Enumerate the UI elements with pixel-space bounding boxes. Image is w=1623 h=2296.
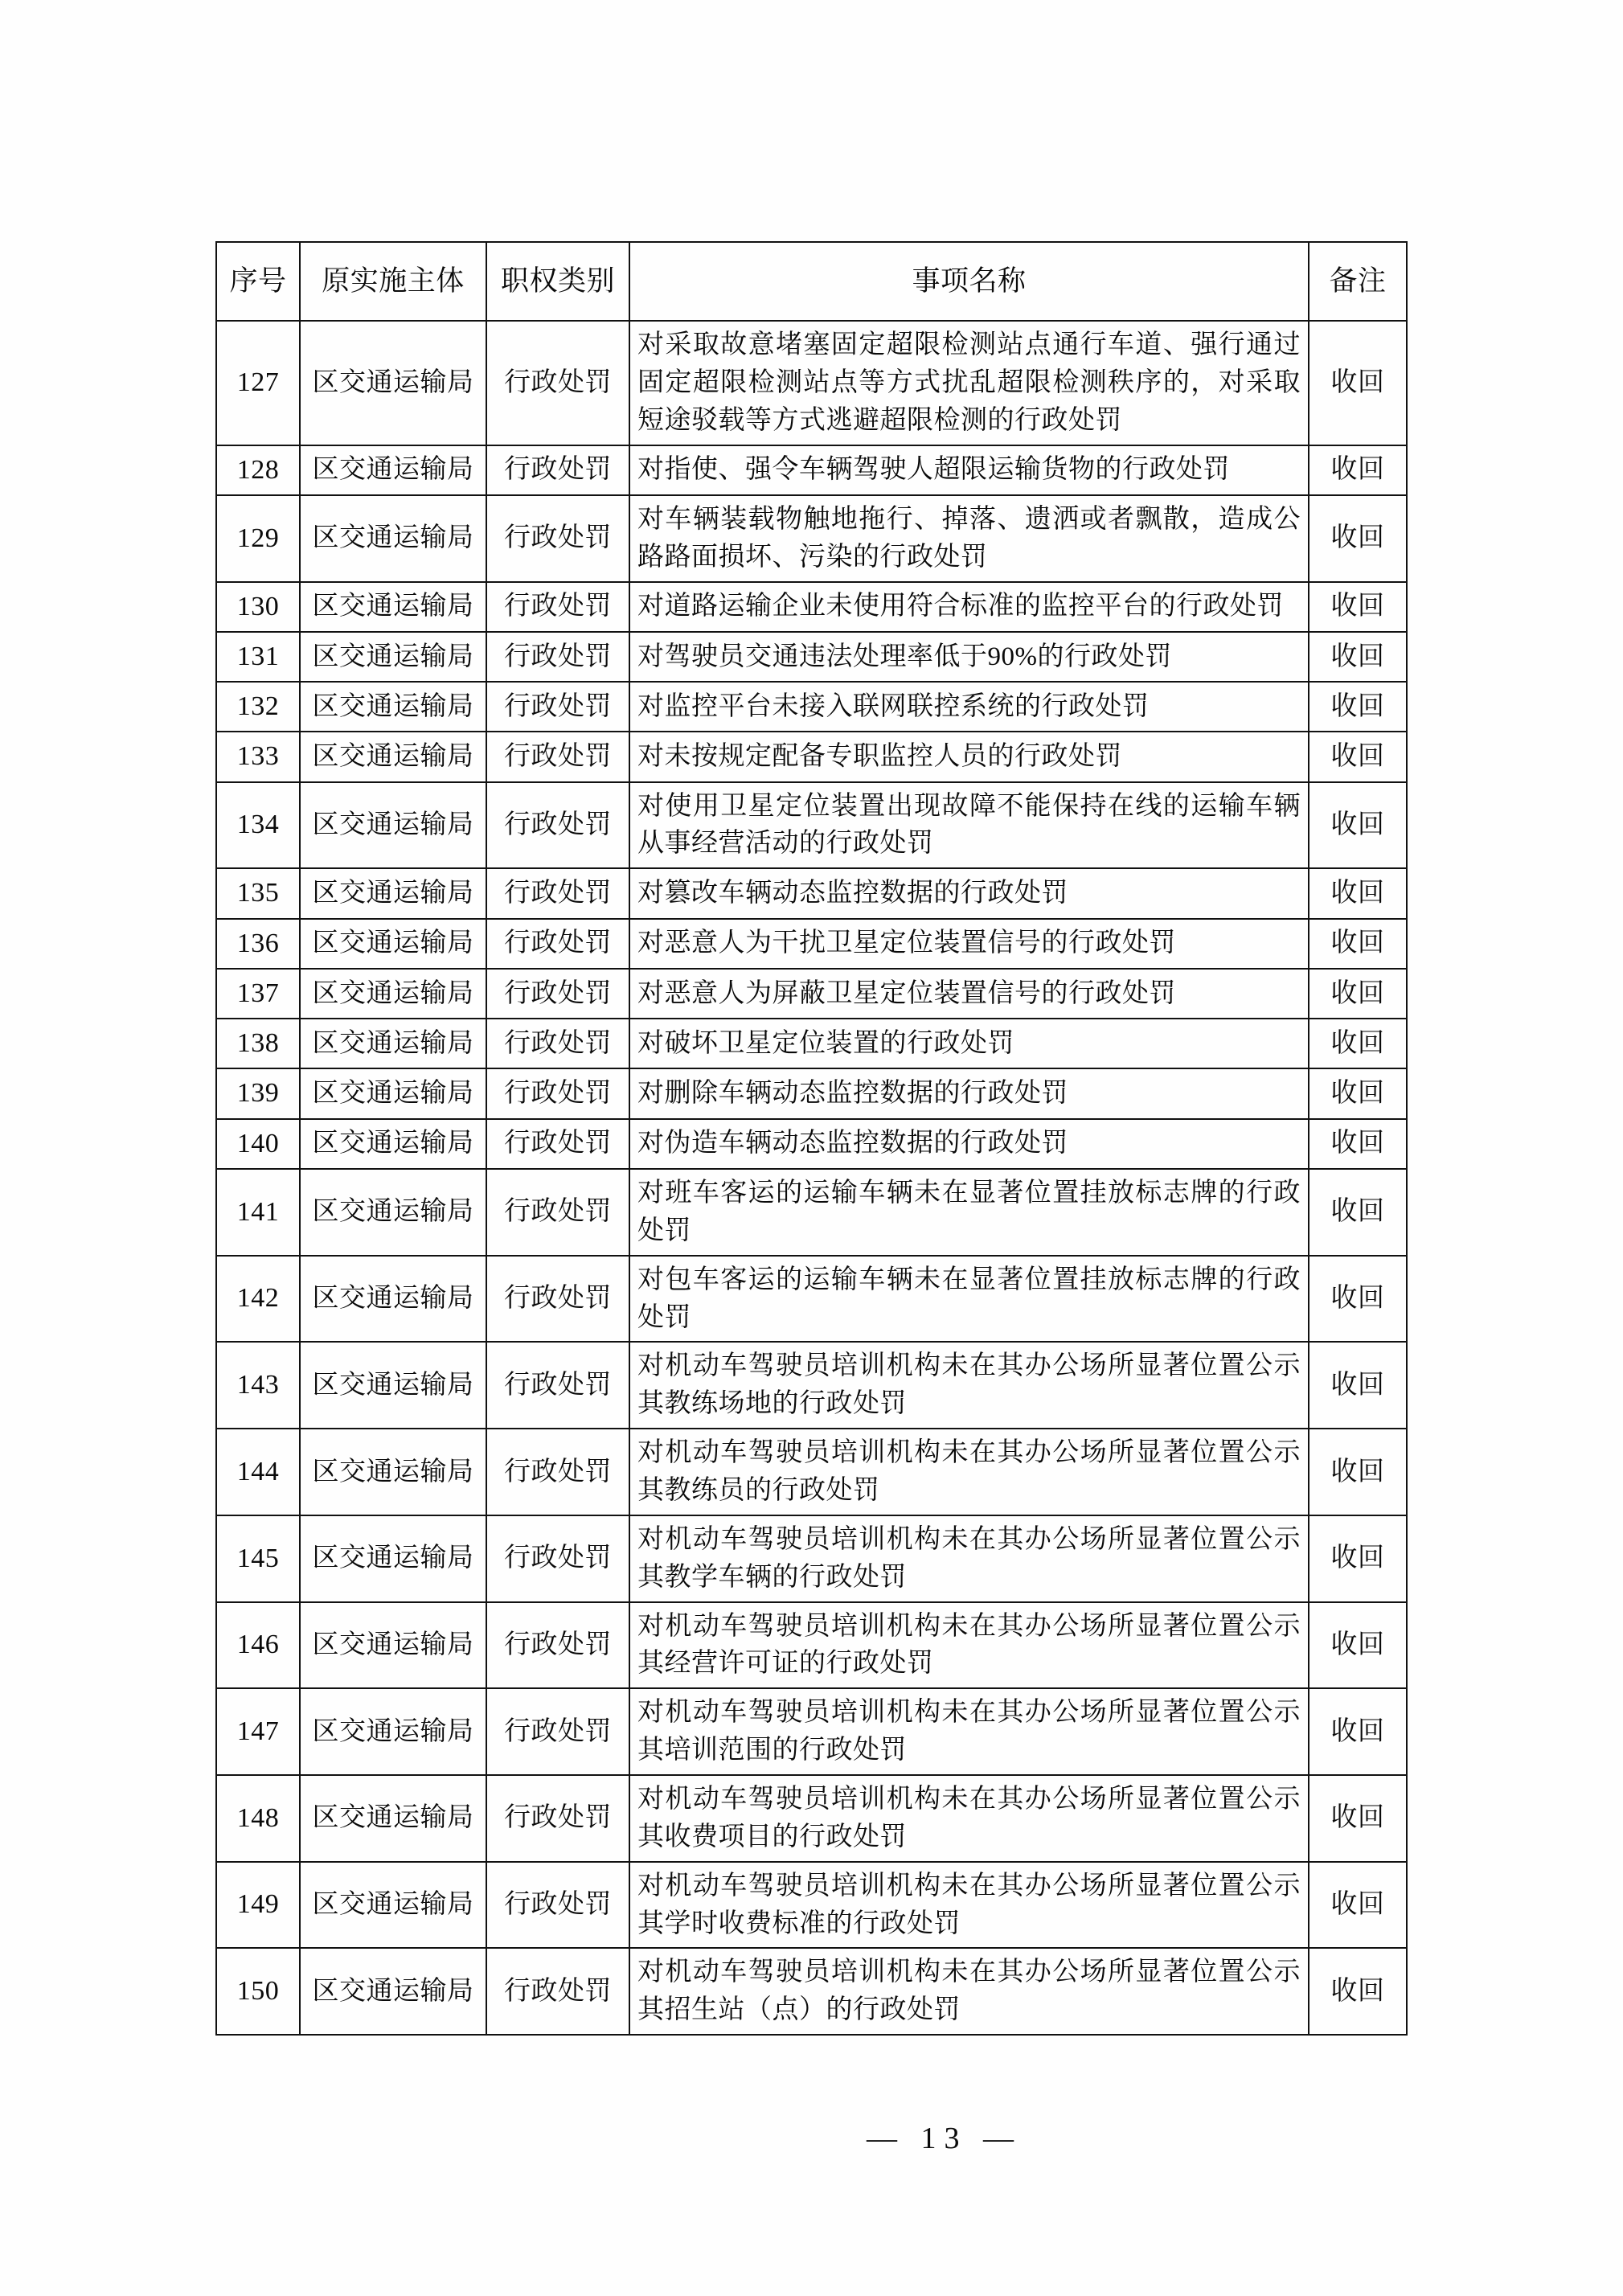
cell-item-name: 对恶意人为干扰卫星定位装置信号的行政处罚 — [629, 919, 1309, 969]
cell-original-entity: 区交通运输局 — [300, 1019, 486, 1068]
table-row — [216, 868, 1407, 918]
cell-remark: 收回 — [1309, 732, 1407, 781]
cell-authority-type: 行政处罚 — [486, 1068, 629, 1118]
cell-authority-type: 行政处罚 — [486, 969, 629, 1019]
cell-authority-type: 行政处罚 — [486, 919, 629, 969]
table-row — [216, 1948, 1407, 2035]
cell-seq: 147 — [216, 1688, 300, 1775]
cell-seq: 130 — [216, 582, 300, 632]
authority-items-table-wrapper — [215, 241, 1406, 2036]
cell-remark: 收回 — [1309, 868, 1407, 918]
cell-authority-type: 行政处罚 — [486, 1169, 629, 1256]
table-row — [216, 682, 1407, 732]
cell-item-name: 对指使、强令车辆驾驶人超限运输货物的行政处罚 — [629, 445, 1309, 495]
table-row — [216, 632, 1407, 682]
cell-item-name: 对机动车驾驶员培训机构未在其办公场所显著位置公示其收费项目的行政处罚 — [629, 1775, 1309, 1862]
cell-remark: 收回 — [1309, 1019, 1407, 1068]
cell-item-name: 对机动车驾驶员培训机构未在其办公场所显著位置公示其学时收费标准的行政处罚 — [629, 1862, 1309, 1949]
cell-remark: 收回 — [1309, 1429, 1407, 1515]
cell-authority-type: 行政处罚 — [486, 1862, 629, 1949]
cell-authority-type: 行政处罚 — [486, 321, 629, 445]
cell-authority-type: 行政处罚 — [486, 1602, 629, 1689]
table-row — [216, 321, 1407, 445]
table-row — [216, 1256, 1407, 1343]
cell-original-entity: 区交通运输局 — [300, 632, 486, 682]
cell-remark: 收回 — [1309, 682, 1407, 732]
cell-item-name: 对机动车驾驶员培训机构未在其办公场所显著位置公示其经营许可证的行政处罚 — [629, 1602, 1309, 1689]
cell-remark: 收回 — [1309, 1342, 1407, 1429]
cell-seq: 149 — [216, 1862, 300, 1949]
cell-seq: 140 — [216, 1119, 300, 1169]
page-footer-dash-right: — — [983, 2122, 1022, 2155]
cell-remark: 收回 — [1309, 1119, 1407, 1169]
cell-seq: 142 — [216, 1256, 300, 1343]
authority-items-table — [215, 241, 1408, 2036]
cell-item-name: 对篡改车辆动态监控数据的行政处罚 — [629, 868, 1309, 918]
cell-original-entity: 区交通运输局 — [300, 1602, 486, 1689]
cell-remark: 收回 — [1309, 919, 1407, 969]
cell-authority-type: 行政处罚 — [486, 1342, 629, 1429]
table-row — [216, 1602, 1407, 1689]
cell-original-entity: 区交通运输局 — [300, 1119, 486, 1169]
cell-authority-type: 行政处罚 — [486, 632, 629, 682]
cell-remark: 收回 — [1309, 1862, 1407, 1949]
cell-remark: 收回 — [1309, 1688, 1407, 1775]
cell-seq: 137 — [216, 969, 300, 1019]
cell-remark: 收回 — [1309, 1068, 1407, 1118]
cell-seq: 128 — [216, 445, 300, 495]
cell-original-entity: 区交通运输局 — [300, 1342, 486, 1429]
table-row — [216, 1169, 1407, 1256]
cell-item-name: 对监控平台未接入联网联控系统的行政处罚 — [629, 682, 1309, 732]
cell-item-name: 对车辆装载物触地拖行、掉落、遗洒或者飘散，造成公路路面损坏、污染的行政处罚 — [629, 495, 1309, 582]
cell-item-name: 对破坏卫星定位装置的行政处罚 — [629, 1019, 1309, 1068]
page-footer — [0, 2121, 1623, 2156]
cell-remark: 收回 — [1309, 1256, 1407, 1343]
cell-authority-type: 行政处罚 — [486, 1256, 629, 1343]
table-row — [216, 1775, 1407, 1862]
cell-item-name: 对机动车驾驶员培训机构未在其办公场所显著位置公示其教学车辆的行政处罚 — [629, 1515, 1309, 1602]
cell-seq: 134 — [216, 782, 300, 869]
column-header-authority-type: 职权类别 — [486, 242, 629, 321]
table-row — [216, 1429, 1407, 1515]
table-row — [216, 1688, 1407, 1775]
cell-original-entity: 区交通运输局 — [300, 1515, 486, 1602]
page-footer-dash-left: — — [867, 2122, 905, 2155]
cell-authority-type: 行政处罚 — [486, 1688, 629, 1775]
cell-original-entity: 区交通运输局 — [300, 1862, 486, 1949]
table-row — [216, 495, 1407, 582]
cell-authority-type: 行政处罚 — [486, 1429, 629, 1515]
table-row — [216, 919, 1407, 969]
table-header — [216, 242, 1407, 321]
table-row — [216, 1068, 1407, 1118]
cell-original-entity: 区交通运输局 — [300, 582, 486, 632]
cell-remark: 收回 — [1309, 1775, 1407, 1862]
cell-item-name: 对采取故意堵塞固定超限检测站点通行车道、强行通过固定超限检测站点等方式扰乱超限检测秩序的，对采取短途驳载等方式逃避超限检测的行政处罚 — [629, 321, 1309, 445]
cell-authority-type: 行政处罚 — [486, 445, 629, 495]
cell-original-entity: 区交通运输局 — [300, 682, 486, 732]
cell-original-entity: 区交通运输局 — [300, 969, 486, 1019]
cell-remark: 收回 — [1309, 582, 1407, 632]
cell-seq: 145 — [216, 1515, 300, 1602]
cell-original-entity: 区交通运输局 — [300, 1775, 486, 1862]
cell-authority-type: 行政处罚 — [486, 682, 629, 732]
table-row — [216, 1862, 1407, 1949]
cell-original-entity: 区交通运输局 — [300, 1169, 486, 1256]
cell-seq: 131 — [216, 632, 300, 682]
cell-original-entity: 区交通运输局 — [300, 919, 486, 969]
cell-seq: 146 — [216, 1602, 300, 1689]
cell-seq: 136 — [216, 919, 300, 969]
page-footer-inner — [867, 2121, 1022, 2156]
cell-seq: 127 — [216, 321, 300, 445]
cell-original-entity: 区交通运输局 — [300, 782, 486, 869]
table-row — [216, 445, 1407, 495]
cell-remark: 收回 — [1309, 1948, 1407, 2035]
cell-seq: 133 — [216, 732, 300, 781]
cell-seq: 144 — [216, 1429, 300, 1515]
cell-authority-type: 行政处罚 — [486, 868, 629, 918]
cell-remark: 收回 — [1309, 632, 1407, 682]
cell-item-name: 对删除车辆动态监控数据的行政处罚 — [629, 1068, 1309, 1118]
table-row — [216, 969, 1407, 1019]
cell-seq: 143 — [216, 1342, 300, 1429]
cell-item-name: 对包车客运的运输车辆未在显著位置挂放标志牌的行政处罚 — [629, 1256, 1309, 1343]
page-number: 13 — [920, 2122, 968, 2155]
cell-authority-type: 行政处罚 — [486, 1948, 629, 2035]
cell-authority-type: 行政处罚 — [486, 495, 629, 582]
cell-seq: 139 — [216, 1068, 300, 1118]
cell-item-name: 对机动车驾驶员培训机构未在其办公场所显著位置公示其招生站（点）的行政处罚 — [629, 1948, 1309, 2035]
cell-item-name: 对机动车驾驶员培训机构未在其办公场所显著位置公示其教练场地的行政处罚 — [629, 1342, 1309, 1429]
table-row — [216, 1342, 1407, 1429]
cell-item-name: 对班车客运的运输车辆未在显著位置挂放标志牌的行政处罚 — [629, 1169, 1309, 1256]
cell-item-name: 对使用卫星定位装置出现故障不能保持在线的运输车辆从事经营活动的行政处罚 — [629, 782, 1309, 869]
cell-original-entity: 区交通运输局 — [300, 321, 486, 445]
cell-authority-type: 行政处罚 — [486, 782, 629, 869]
cell-seq: 138 — [216, 1019, 300, 1068]
table-row — [216, 782, 1407, 869]
cell-remark: 收回 — [1309, 1602, 1407, 1689]
cell-item-name: 对未按规定配备专职监控人员的行政处罚 — [629, 732, 1309, 781]
column-header-item-name: 事项名称 — [629, 242, 1309, 321]
cell-remark: 收回 — [1309, 782, 1407, 869]
cell-seq: 148 — [216, 1775, 300, 1862]
column-header-original-entity: 原实施主体 — [300, 242, 486, 321]
cell-item-name: 对道路运输企业未使用符合标准的监控平台的行政处罚 — [629, 582, 1309, 632]
table-row — [216, 1515, 1407, 1602]
cell-seq: 135 — [216, 868, 300, 918]
cell-authority-type: 行政处罚 — [486, 1119, 629, 1169]
cell-authority-type: 行政处罚 — [486, 1775, 629, 1862]
cell-remark: 收回 — [1309, 321, 1407, 445]
cell-item-name: 对机动车驾驶员培训机构未在其办公场所显著位置公示其教练员的行政处罚 — [629, 1429, 1309, 1515]
cell-seq: 141 — [216, 1169, 300, 1256]
cell-original-entity: 区交通运输局 — [300, 1068, 486, 1118]
table-row — [216, 732, 1407, 781]
cell-authority-type: 行政处罚 — [486, 1019, 629, 1068]
cell-item-name: 对机动车驾驶员培训机构未在其办公场所显著位置公示其培训范围的行政处罚 — [629, 1688, 1309, 1775]
cell-original-entity: 区交通运输局 — [300, 1948, 486, 2035]
cell-original-entity: 区交通运输局 — [300, 495, 486, 582]
table-header-row — [216, 242, 1407, 321]
table-body — [216, 321, 1407, 2035]
cell-remark: 收回 — [1309, 495, 1407, 582]
table-row — [216, 1019, 1407, 1068]
cell-item-name: 对驾驶员交通违法处理率低于90%的行政处罚 — [629, 632, 1309, 682]
cell-remark: 收回 — [1309, 1515, 1407, 1602]
column-header-seq: 序号 — [216, 242, 300, 321]
cell-original-entity: 区交通运输局 — [300, 1256, 486, 1343]
cell-authority-type: 行政处罚 — [486, 582, 629, 632]
cell-item-name: 对恶意人为屏蔽卫星定位装置信号的行政处罚 — [629, 969, 1309, 1019]
table-row — [216, 582, 1407, 632]
cell-seq: 150 — [216, 1948, 300, 2035]
column-header-remark: 备注 — [1309, 242, 1407, 321]
cell-original-entity: 区交通运输局 — [300, 868, 486, 918]
cell-remark: 收回 — [1309, 445, 1407, 495]
cell-authority-type: 行政处罚 — [486, 1515, 629, 1602]
table-row — [216, 1119, 1407, 1169]
cell-seq: 132 — [216, 682, 300, 732]
cell-original-entity: 区交通运输局 — [300, 1688, 486, 1775]
cell-original-entity: 区交通运输局 — [300, 732, 486, 781]
cell-remark: 收回 — [1309, 1169, 1407, 1256]
cell-remark: 收回 — [1309, 969, 1407, 1019]
cell-item-name: 对伪造车辆动态监控数据的行政处罚 — [629, 1119, 1309, 1169]
cell-original-entity: 区交通运输局 — [300, 1429, 486, 1515]
cell-seq: 129 — [216, 495, 300, 582]
cell-original-entity: 区交通运输局 — [300, 445, 486, 495]
cell-authority-type: 行政处罚 — [486, 732, 629, 781]
